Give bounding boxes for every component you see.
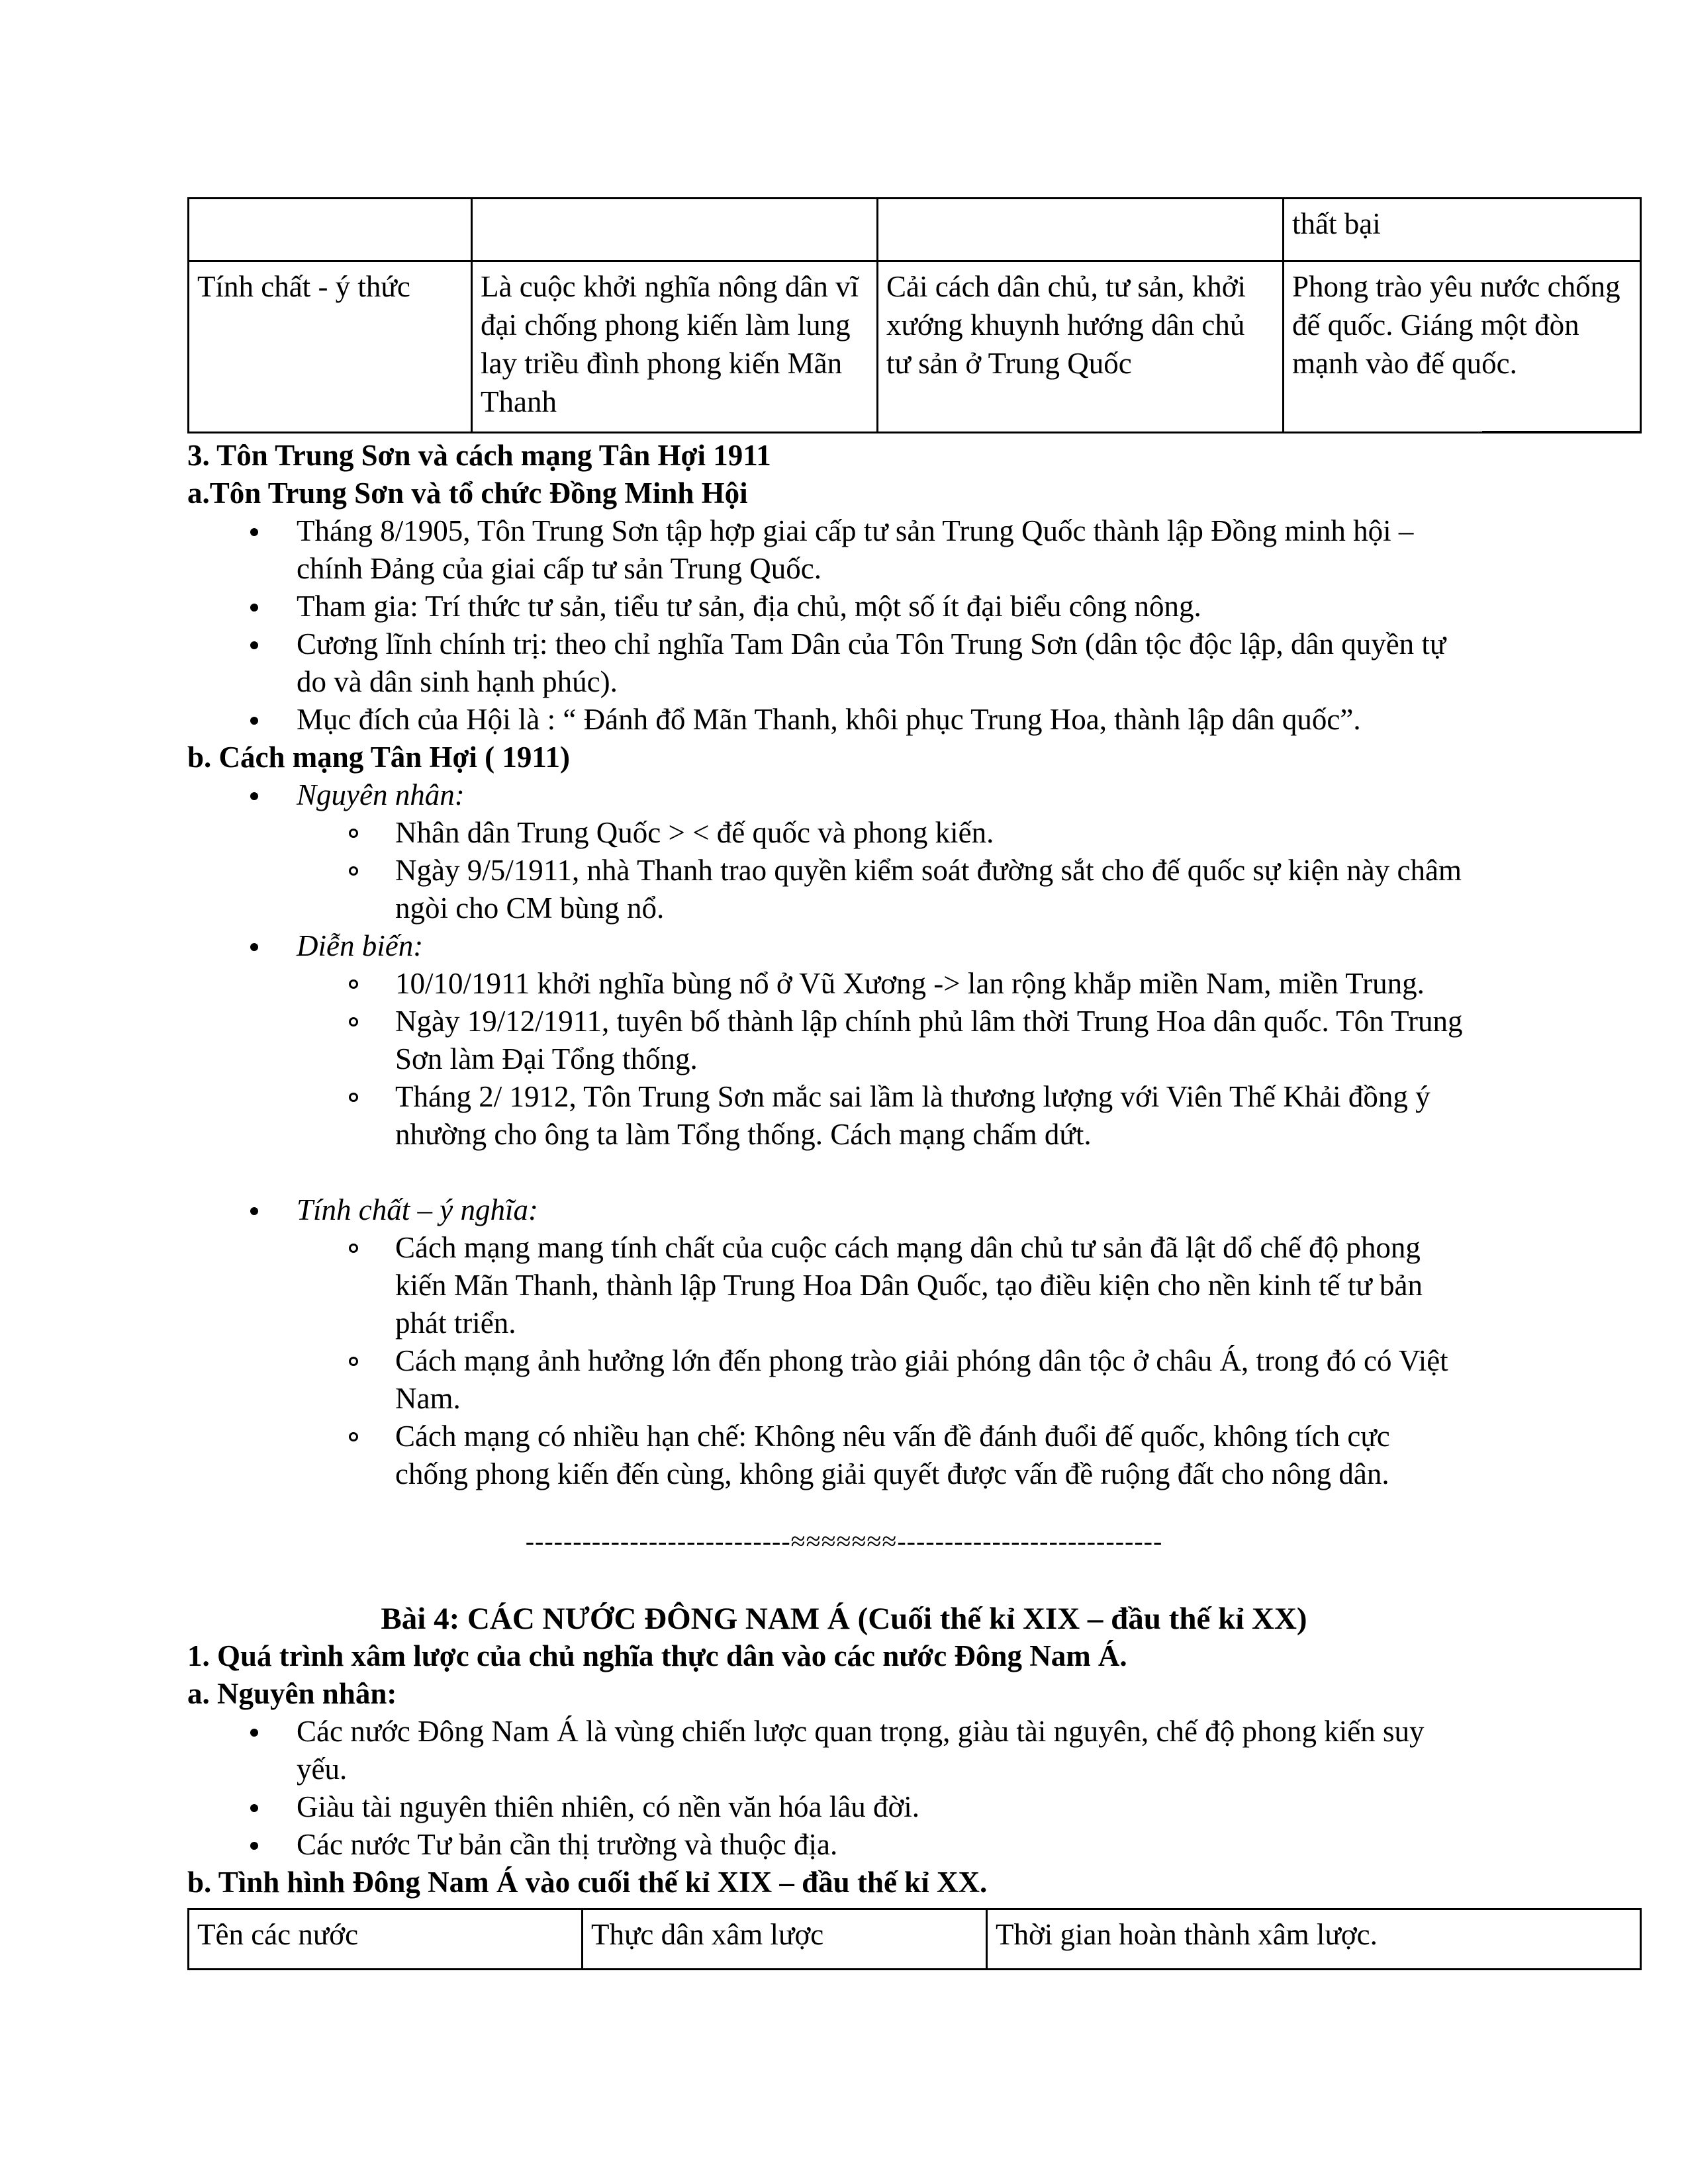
- circle-bullet-icon: [349, 829, 358, 838]
- list-item: Ngày 9/5/1911, nhà Thanh trao quyền kiểm soát đường sắt cho đế quốc sự kiện này châm ngòi cho CM bùng nổ.: [395, 852, 1484, 927]
- bullet-icon: [250, 528, 258, 536]
- colonization-table: [187, 1908, 1642, 1970]
- bullet-icon: [250, 943, 258, 951]
- bullet-icon: [250, 641, 258, 649]
- list-item: Tháng 2/ 1912, Tôn Trung Sơn mắc sai lầm là thương lượng với Viên Thế Khải đồng ý nhường cho ông ta làm Tổng thống. Cách mạng chấm dứt.: [395, 1078, 1484, 1154]
- sub-bullet-list: [395, 965, 1484, 1154]
- section-heading: 1. Quá trình xâm lược của chủ nghĩa thực dân vào các nước Đông Nam Á.: [187, 1639, 1127, 1672]
- list-item: Tham gia: Trí thức tư sản, tiểu tư sản, địa chủ, một số ít đại biểu công nông.: [297, 588, 1475, 625]
- list-item-label: Diễn biến:: [297, 927, 1481, 965]
- table-cell: [878, 199, 1284, 261]
- bullet-list: [297, 512, 1475, 739]
- bullet-list: [297, 927, 1481, 965]
- circle-bullet-icon: [349, 1432, 358, 1441]
- table-cell: Là cuộc khởi nghĩa nông dân vĩ đại chống phong kiến làm lung lay triều đình phong kiến Mãn Thanh: [472, 261, 878, 433]
- bullet-icon: [250, 792, 258, 800]
- circle-bullet-icon: [349, 1357, 358, 1366]
- list-item: Nhân dân Trung Quốc > < đế quốc và phong kiến.: [395, 814, 1484, 852]
- list-item: Cách mạng mang tính chất của cuộc cách mạng dân chủ tư sản đã lật dổ chế độ phong kiến Mãn Thanh, thành lập Trung Hoa Dân Quốc, tạo điều kiện cho nền kinh tế tư bản phát triển.: [395, 1229, 1461, 1342]
- sub-bullet-list: [395, 814, 1484, 927]
- bullet-icon: [250, 1729, 258, 1737]
- subsection-heading: a.Tôn Trung Sơn và tổ chức Đồng Minh Hội: [187, 477, 748, 510]
- table-header-row: [189, 1909, 1641, 1970]
- bullet-icon: [250, 1207, 258, 1215]
- bullet-list: [297, 1191, 1481, 1229]
- section-divider: ----------------------------≈≈≈≈≈≈≈----------------------------: [525, 1526, 1163, 1556]
- list-item-label: Tính chất – ý nghĩa:: [297, 1191, 1481, 1229]
- table-header-cell: Thời gian hoàn thành xâm lược.: [987, 1909, 1641, 1970]
- circle-bullet-icon: [349, 866, 358, 876]
- bullet-list: [297, 776, 1481, 814]
- list-item: Ngày 19/12/1911, tuyên bố thành lập chính phủ lâm thời Trung Hoa dân quốc. Tôn Trung Sơn làm Đại Tổng thống.: [395, 1003, 1484, 1078]
- table-cell: Tính chất - ý thức: [189, 261, 472, 433]
- subsection-heading: b. Tình hình Đông Nam Á vào cuối thế kỉ XIX – đầu thế kỉ XX.: [187, 1866, 988, 1899]
- table-header-cell: Tên các nước: [189, 1909, 583, 1970]
- list-item: Cương lĩnh chính trị: theo chỉ nghĩa Tam Dân của Tôn Trung Sơn (dân tộc độc lập, dân quyền tự do và dân sinh hạnh phúc).: [297, 625, 1475, 701]
- comparison-table: [187, 197, 1642, 433]
- table-cell: [189, 199, 472, 261]
- table-cell: Phong trào yêu nước chống đế quốc. Giáng một đòn mạnh vào đế quốc.: [1284, 261, 1641, 433]
- list-item: Tháng 8/1905, Tôn Trung Sơn tập hợp giai cấp tư sản Trung Quốc thành lập Đồng minh hội – chính Đảng của giai cấp tư sản Trung Quốc.: [297, 512, 1475, 588]
- list-item: 10/10/1911 khởi nghĩa bùng nổ ở Vũ Xương -> lan rộng khắp miền Nam, miền Trung.: [395, 965, 1484, 1003]
- table-cell: thất bại: [1284, 199, 1641, 261]
- bullet-list: [297, 1713, 1481, 1864]
- sub-bullet-list: [395, 1229, 1461, 1493]
- list-item-label: Nguyên nhân:: [297, 776, 1481, 814]
- list-item: Các nước Tư bản cần thị trường và thuộc địa.: [297, 1826, 1481, 1864]
- table-row: [189, 199, 1641, 261]
- bullet-icon: [250, 1804, 258, 1812]
- list-item: Mục đích của Hội là : “ Đánh đổ Mãn Thanh, khôi phục Trung Hoa, thành lập dân quốc”.: [297, 701, 1475, 739]
- bullet-icon: [250, 604, 258, 612]
- circle-bullet-icon: [349, 979, 358, 989]
- section-heading: 3. Tôn Trung Sơn và cách mạng Tân Hợi 1911: [187, 439, 771, 472]
- circle-bullet-icon: [349, 1093, 358, 1102]
- subsection-heading: b. Cách mạng Tân Hợi ( 1911): [187, 741, 570, 774]
- table-underline: [1482, 431, 1641, 433]
- list-item: Cách mạng có nhiều hạn chế: Không nêu vấn đề đánh đuổi đế quốc, không tích cực chống phong kiến đến cùng, không giải quyết được vấn đề ruộng đất cho nông dân.: [395, 1418, 1461, 1493]
- circle-bullet-icon: [349, 1017, 358, 1026]
- table-row: [189, 261, 1641, 433]
- lesson-title: Bài 4: CÁC NƯỚC ĐÔNG NAM Á (Cuối thế kỉ XIX – đầu thế kỉ XX): [381, 1602, 1307, 1636]
- bullet-icon: [250, 717, 258, 725]
- bullet-icon: [250, 1842, 258, 1850]
- table-header-cell: Thực dân xâm lược: [583, 1909, 987, 1970]
- list-item: Các nước Đông Nam Á là vùng chiến lược quan trọng, giàu tài nguyên, chế độ phong kiến suy yếu.: [297, 1713, 1481, 1788]
- subsection-heading: a. Nguyên nhân:: [187, 1677, 397, 1710]
- circle-bullet-icon: [349, 1244, 358, 1253]
- table-cell: Cải cách dân chủ, tư sản, khởi xướng khuynh hướng dân chủ tư sản ở Trung Quốc: [878, 261, 1284, 433]
- table-cell: [472, 199, 878, 261]
- list-item: Cách mạng ảnh hưởng lớn đến phong trào giải phóng dân tộc ở châu Á, trong đó có Việt Nam.: [395, 1342, 1461, 1418]
- list-item: Giàu tài nguyên thiên nhiên, có nền văn hóa lâu đời.: [297, 1788, 1481, 1826]
